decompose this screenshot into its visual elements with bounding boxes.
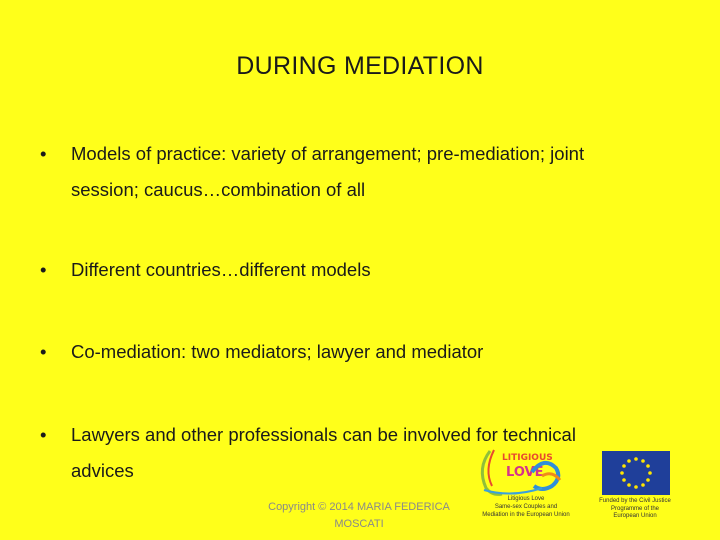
logo-name-line: LOVE — [506, 465, 544, 480]
eu-caption-line: European Union — [613, 513, 657, 519]
eu-caption — [586, 498, 684, 521]
eu-caption-line: Funded by the Civil Justice — [599, 498, 671, 504]
logo-caption-line: Mediation in the European Union — [482, 512, 570, 518]
litigious-love-logo — [472, 446, 582, 540]
logo-caption-line: Litigious Love — [507, 496, 545, 502]
logo-name-line: LITIGIOUS — [502, 453, 553, 463]
bullet-marker: • — [40, 143, 47, 164]
bullet-text — [71, 253, 671, 286]
bullet-line: advices — [71, 460, 134, 481]
slide-title: DURING MEDIATION — [236, 52, 484, 80]
bullet-line: Different countries…different models — [71, 259, 371, 280]
bullet-text — [71, 137, 671, 206]
eu-caption-line: Programme of the — [610, 505, 660, 512]
bullet-marker: • — [40, 341, 47, 362]
bullet-line: Co-mediation: two mediators; lawyer and mediator — [71, 341, 484, 362]
bullet-line: Lawyers and other professionals can be involved for technical — [71, 424, 576, 445]
bullet-line: session; caucus…combination of all — [71, 179, 366, 200]
eu-flag-logo — [596, 446, 676, 540]
litigious-love-caption — [470, 495, 582, 519]
logo-caption-line: Same-sex Couples and — [494, 504, 558, 510]
bullet-marker: • — [40, 259, 47, 280]
bullet-marker: • — [40, 424, 47, 445]
bullet-line: Models of practice: variety of arrangement; pre-mediation; joint — [71, 143, 585, 164]
copyright-line: Copyright © 2014 MARIA FEDERICA — [268, 501, 450, 513]
copyright-line: MOSCATI — [334, 518, 384, 530]
copyright-notice — [254, 499, 464, 533]
bullet-text — [71, 335, 671, 368]
